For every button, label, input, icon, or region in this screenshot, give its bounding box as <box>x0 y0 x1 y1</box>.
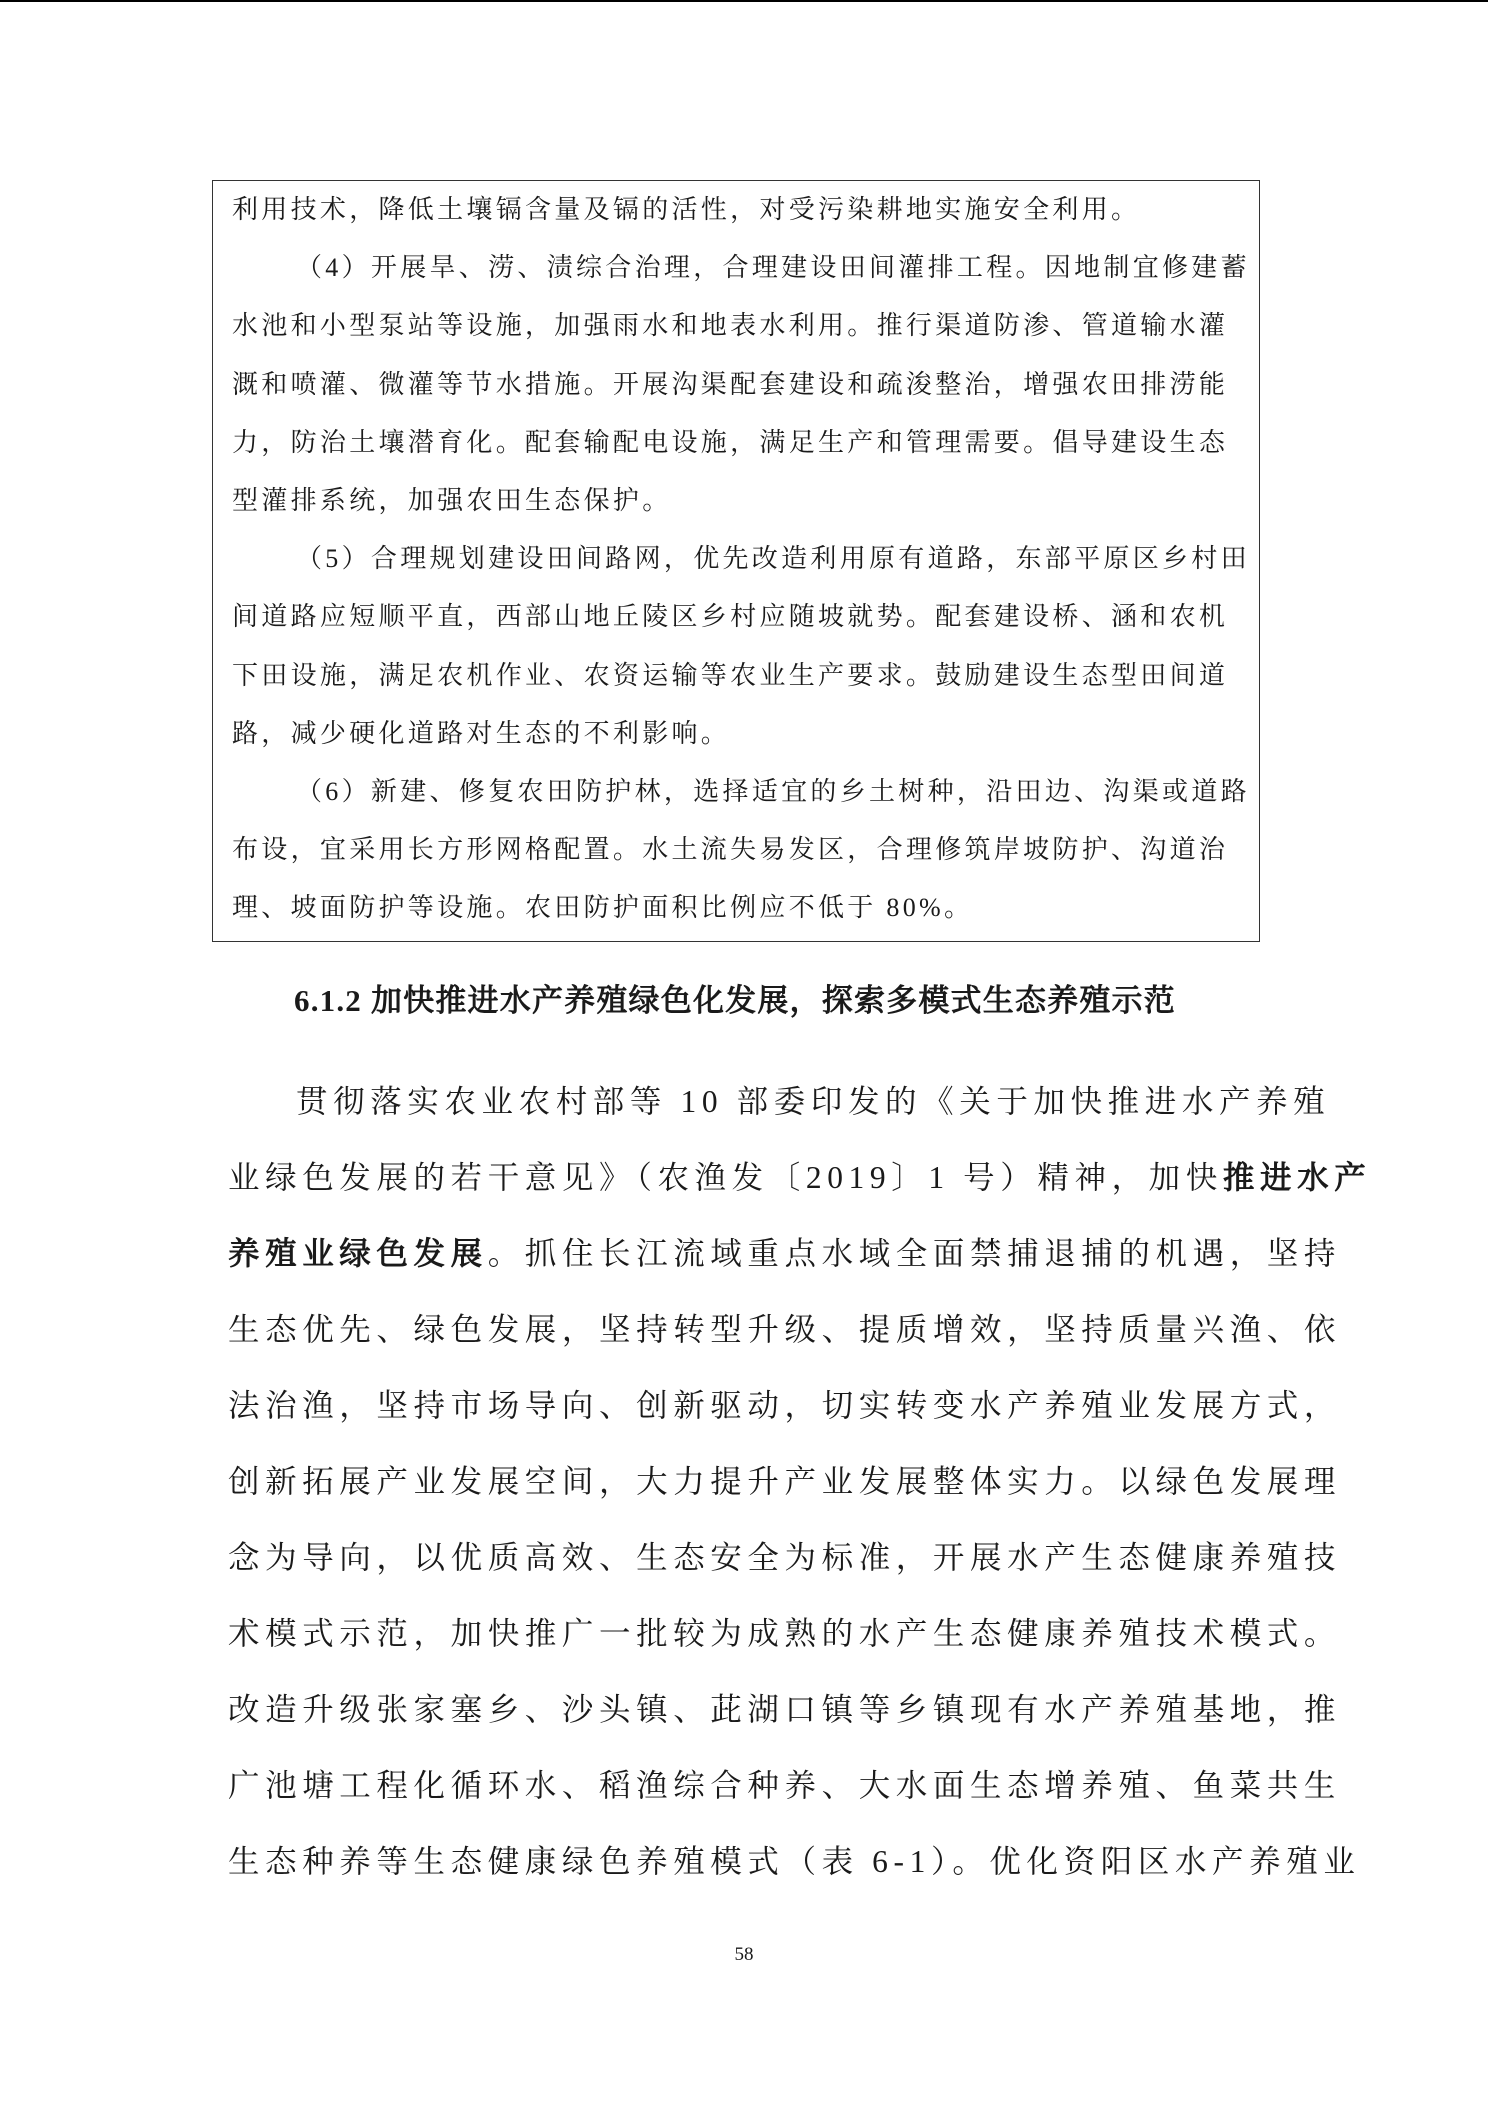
box-line: （6）新建、修复农田防护林，选择适宜的乡土树种，沿田边、沟渠或道路 <box>296 777 1250 806</box>
body-line: 创新拓展产业发展空间，大力提升产业发展整体实力。以绿色发展理 <box>228 1464 1342 1499</box>
body-line: 术模式示范，加快推广一批较为成熟的水产生态健康养殖技术模式。 <box>228 1616 1342 1651</box>
page-number: 58 <box>734 1944 754 1965</box>
top-rule <box>0 0 1488 2</box>
box-line: 下田设施，满足农机作业、农资运输等农业生产要求。鼓励建设生态型田间道 <box>232 661 1229 690</box>
emphasis-text: 养殖业绿色发展 <box>228 1236 488 1271</box>
box-line: （5）合理规划建设田间路网，优先改造利用原有道路，东部平原区乡村田 <box>296 544 1250 573</box>
box-line: 间道路应短顺平直，西部山地丘陵区乡村应随坡就势。配套建设桥、涵和农机 <box>232 602 1229 631</box>
body-text: 。抓住长江流域重点水域全面禁捕退捕的机遇，坚持 <box>487 1236 1342 1271</box>
box-line: 布设，宜采用长方形网格配置。水土流失易发区，合理修筑岸坡防护、沟道治 <box>232 835 1229 864</box>
box-line: 型灌排系统，加强农田生态保护。 <box>232 486 672 515</box>
body-line: 法治渔，坚持市场导向、创新驱动，切实转变水产养殖业发展方式， <box>228 1388 1342 1423</box>
body-text: 业绿色发展的若干意见》（农渔发〔2019〕1 号）精神，加快 <box>228 1160 1223 1195</box>
box-line: （4）开展旱、涝、渍综合治理，合理建设田间灌排工程。因地制宜修建蓄 <box>296 253 1250 282</box>
section-heading: 6.1.2 加快推进水产养殖绿色化发展，探索多模式生态养殖示范 <box>294 983 1176 1018</box>
body-line: 生态优先、绿色发展，坚持转型升级、提质增效，坚持质量兴渔、依 <box>228 1312 1342 1347</box>
box-line: 理、坡面防护等设施。农田防护面积比例应不低于 80%。 <box>232 893 974 922</box>
box-line: 力，防治土壤潜育化。配套输配电设施，满足生产和管理需要。倡导建设生态 <box>232 428 1229 457</box>
emphasis-text: 推进水产 <box>1222 1160 1372 1195</box>
body-line: 生态种养等生态健康绿色养殖模式（表 6-1）。优化资阳区水产养殖业 <box>228 1844 1361 1879</box>
body-line <box>228 1233 1341 1275</box>
box-line: 利用技术，降低土壤镉含量及镉的活性，对受污染耕地实施安全利用。 <box>232 195 1141 224</box>
box-line: 水池和小型泵站等设施，加强雨水和地表水利用。推行渠道防渗、管道输水灌 <box>232 311 1229 340</box>
body-line: 贯彻落实农业农村部等 10 部委印发的《关于加快推进水产养殖 <box>296 1084 1331 1119</box>
body-line <box>228 1157 1371 1199</box>
body-line: 念为导向，以优质高效、生态安全为标准，开展水产生态健康养殖技 <box>228 1540 1342 1575</box>
body-line: 改造升级张家塞乡、沙头镇、茈湖口镇等乡镇现有水产养殖基地，推 <box>228 1692 1342 1727</box>
box-line: 路，减少硬化道路对生态的不利影响。 <box>232 719 731 748</box>
box-line: 溉和喷灌、微灌等节水措施。开展沟渠配套建设和疏浚整治，增强农田排涝能 <box>232 370 1229 399</box>
body-line: 广池塘工程化循环水、稻渔综合种养、大水面生态增养殖、鱼菜共生 <box>228 1768 1342 1803</box>
